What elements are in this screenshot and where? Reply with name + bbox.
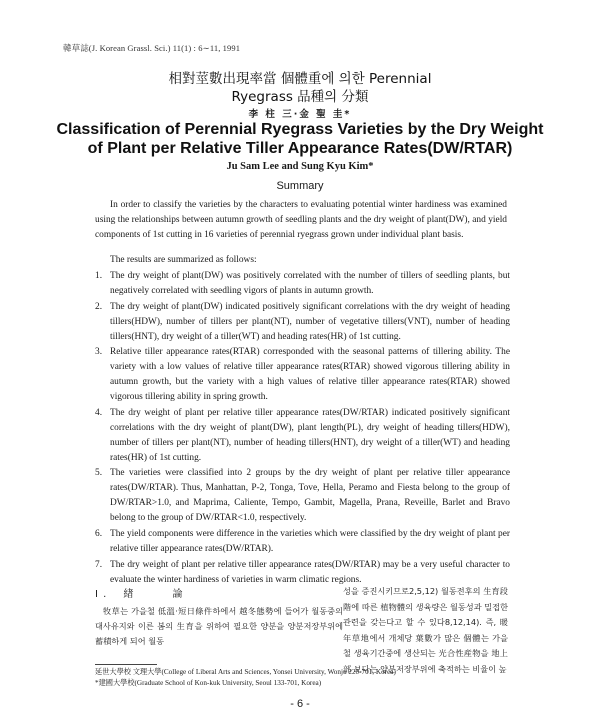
summary-item — [95, 406, 510, 466]
korean-authors: 李 柱 三·金 聖 圭* — [248, 109, 352, 120]
page-number: - 6 - — [290, 698, 310, 710]
section-number: I . — [95, 589, 108, 600]
summary-item — [95, 527, 510, 557]
summary-lead: The results are summarized as follows: — [110, 255, 257, 265]
item-text: The dry weight of plant(DW) was positively correlated with the number of tillers of seedling plants, but negatively correlated with seedling vigors of plants in autumn growth. — [110, 271, 510, 296]
section-title: 緖 論 — [123, 589, 201, 600]
item-number: 2. — [95, 301, 103, 312]
summary-item — [95, 345, 510, 405]
item-number: 4. — [95, 407, 103, 418]
item-text: The yield components were difference in the varieties which were classified by the dry weight of plant per relative tiller appearance rates(DW/RTAR). — [110, 528, 510, 554]
summary-item — [95, 466, 510, 526]
summary-results-list — [95, 269, 510, 588]
korean-title-line-2: Ryegrass 品種의 分類 — [231, 89, 369, 105]
english-authors: Ju Sam Lee and Sung Kyu Kim* — [226, 161, 374, 172]
item-number: 5. — [95, 468, 103, 479]
korean-title-line-1: 相對莖數出現率當 個體重에 의한 Perennial — [168, 71, 432, 87]
footnote-affiliation-2: *建國大學校(Graduate School of Kon-kuk University, Seoul 133-701, Korea) — [95, 679, 322, 687]
item-text: The varieties were classified into 2 groups by the dry weight of plant per relative tiller appearance rates(DW/RTAR). Thus, Manhattan, P-2, Tonga, Tove, Hella, Peramo and Fiesta belong to the group of DW/RTAR>1.0, and Maprima, Caliente, Tempo, Gambit, Magella, Prana, Reveille, Barlet and Bravo belong to the group of DW/RTAR<1.0, respectively. — [110, 468, 510, 524]
item-number: 7. — [95, 559, 103, 570]
english-title-line-1: Classification of Perennial Ryegrass Varieties by the Dry Weight — [56, 121, 544, 138]
footnote-divider — [95, 664, 157, 665]
footnote-affiliation-1: 延世大學校 文理大學(College of Liberal Arts and Sciences, Yonsei University, Wonju 220-701, Korea) — [95, 668, 396, 676]
summary-intro: In order to classify the varieties by the characters to evaluating potential winter hardiness was examined using the relationships between autumn growth of seedling plants and the dry weight of plant(DW), and yield components of 1st cutting in 16 varieties of perennial ryegrass grown under individual plant basis. — [95, 200, 507, 240]
introduction-right-column: 성을 증진시키므로2,5,12) 월동전후의 生育段階에 따른 植物體의 생육량은 월동성과 밀접한 관련을 갖는다고 할 수 있다8,12,14). 즉, 暖年草地에서 개체당 葉數가 많은 個體는 가을철 생육기간중에 생산되는 光合性産物을 地上部 보다는 양분저장부위에 축적하는 비율이 높 — [343, 586, 508, 674]
summary-item — [95, 269, 510, 299]
english-title-line-2: of Plant per Relative Tiller Appearance Rates(DW/RTAR) — [87, 140, 513, 157]
item-text: The dry weight of plant(DW) indicated positively significant correlations with the dry weight of heading tillers(HDW), number of tillers per plant(NT), number of vegetative tillers(VNT), number of heading tillers(HNT), dry weight of a tiller(WT) and heading rates(HR) of 1st cutting. — [110, 301, 510, 342]
item-number: 1. — [95, 271, 103, 281]
journal-citation: 韓草誌(J. Korean Grassl. Sci.) 11(1) : 6∼11, 1991 — [63, 43, 241, 53]
introduction-left-column: 牧草는 가을철 低溫·短日條件하에서 越冬態勢에 들어가 월동중의 대사유지와 이른 봄의 生育을 위하여 필요한 양분을 양분저장부위에 蓄積하게 되어 월동 — [95, 606, 343, 647]
summary-heading: Summary — [276, 180, 324, 192]
item-text: Relative tiller appearance rates(RTAR) corresponded with the seasonal patterns of tillering ability. The variety with a low values of relative tiller appearance rates(RTAR) showed vigorous tillering ability in autumn growth, but the variety with a high values of relative tiller appearance rates(RTAR) showed vigorous tillering ability in spring growth. — [110, 347, 510, 403]
section-1-heading — [95, 585, 201, 600]
footnotes — [95, 667, 515, 689]
item-number: 6. — [95, 528, 103, 539]
summary-item — [95, 300, 510, 345]
item-number: 3. — [95, 347, 103, 358]
item-text: The dry weight of plant per relative tiller appearance rates(DW/RTAR) indicated positively significant correlations with the dry weight of plant(DW), plant length(PL), dry weight of heading tillers(HDW), number of tillers per plant(NT), number of heading tillers(HNT), dry weight of a tiller(WT) and heading rates(HR) of 1st cutting. — [110, 407, 510, 463]
item-text: The dry weight of plant per relative tiller appearance rates(DW/RTAR) may be a very useful character to evaluate the winter hardiness of varieties in warm climatic regions. — [110, 559, 510, 585]
